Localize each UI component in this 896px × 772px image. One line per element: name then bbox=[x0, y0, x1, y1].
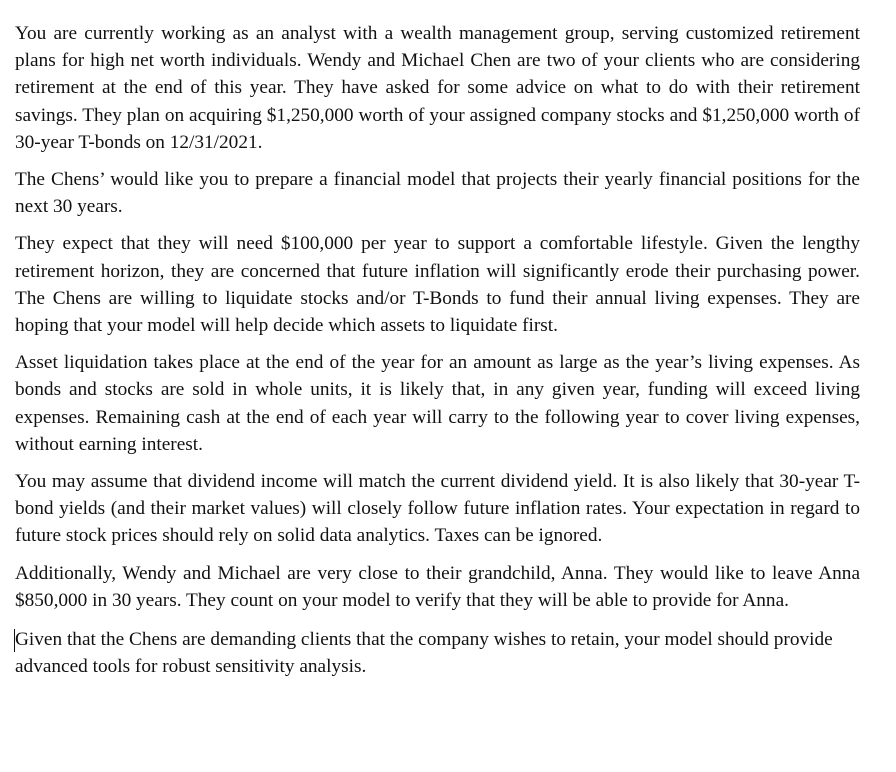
paragraph-assumptions: You may assume that dividend income will match the current dividend yield. It is also likely that 30-year T-bond yields (and their market values) will closely follow future inflation rates. Your expectation in regard to future stock prices should rely on solid data analytics. Taxes can be ignored. bbox=[15, 471, 860, 547]
paragraph-living-expenses: They expect that they will need $100,000 per year to support a comfortable lifestyle. Given the lengthy retirement horizon, they are concerned that future inflation will significantly erode their purchasing power. The Chens are willing to liquidate stocks and/or T-Bonds to fund their annual living expenses. They are hoping that your model will help decide which assets to liquidate first. bbox=[15, 233, 860, 337]
paragraph-financial-model: The Chens’ would like you to prepare a financial model that projects their yearly financial positions for the next 30 years. bbox=[15, 169, 860, 218]
text-cursor bbox=[14, 629, 15, 652]
paragraph-grandchild: Additionally, Wendy and Michael are very close to their grandchild, Anna. They would like to leave Anna $850,000 in 30 years. They count on your model to verify that they will be able to provide for Anna. bbox=[15, 562, 860, 611]
paragraph-sensitivity[interactable] bbox=[15, 626, 860, 680]
paragraph-asset-liquidation: Asset liquidation takes place at the end of the year for an amount as large as the year’s living expenses. As bonds and stocks are sold in whole units, it is likely that, in any given year, funding will exceed living expenses. Remaining cash at the end of each year will carry to the following year to cover living expenses, without earning interest. bbox=[15, 352, 860, 455]
paragraph-intro: You are currently working as an analyst with a wealth management group, serving customized retirement plans for high net worth individuals. Wendy and Michael Chen are two of your clients who are considering retirement at the end of this year. They have asked for some advice on what to do with their retirement savings. They plan on acquiring $1,250,000 worth of your assigned company stocks and $1,250,000 worth of 30-year T-bonds on 12/31/2021. bbox=[15, 23, 860, 153]
document-body bbox=[15, 20, 860, 690]
paragraph-sensitivity-text: Given that the Chens are demanding clients that the company wishes to retain, your model should provide advanced tools for robust sensitivity analysis. bbox=[15, 629, 833, 678]
